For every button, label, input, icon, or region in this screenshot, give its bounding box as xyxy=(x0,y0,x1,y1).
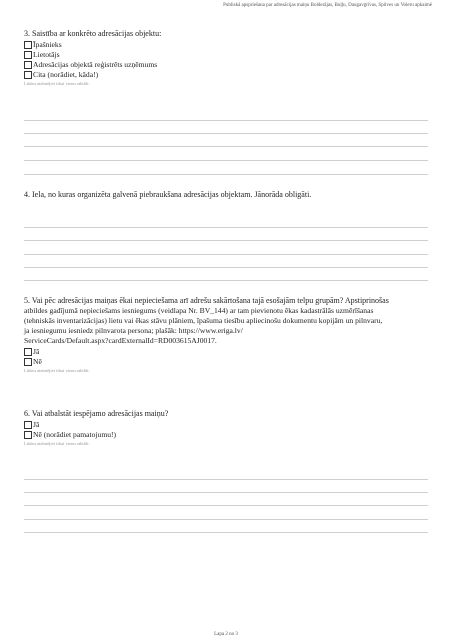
option-no[interactable] xyxy=(24,357,432,367)
option-label: Jā xyxy=(33,347,40,356)
question-5 xyxy=(24,296,432,374)
question-6-title: 6. Vai atbalstāt iespējamo adresācijas maiņu? xyxy=(24,409,169,418)
answer-line xyxy=(24,240,428,241)
checkbox[interactable] xyxy=(24,71,32,79)
question-5-options xyxy=(24,347,432,367)
question-6-hint: Lūdzu atzīmējiet tikai vienu atbildi. xyxy=(24,441,90,446)
option-label: Lietotājs xyxy=(33,50,60,59)
checkbox[interactable] xyxy=(24,358,32,366)
option-label: Cita (norādiet, kāda!) xyxy=(33,70,99,79)
answer-line xyxy=(24,267,428,268)
question-3 xyxy=(24,29,432,87)
option-owner[interactable] xyxy=(24,40,432,50)
option-other[interactable] xyxy=(24,70,432,80)
page-footer: Lapa 2 no 3 xyxy=(214,632,238,637)
question-3-hint: Lūdzu atzīmējiet tikai vienu atbildi. xyxy=(24,81,90,86)
answer-line xyxy=(24,280,428,281)
option-label: Nē (norādiet pamatojumu!) xyxy=(33,430,117,439)
answer-line xyxy=(24,254,428,255)
answer-line xyxy=(24,160,428,161)
checkbox[interactable] xyxy=(24,61,32,69)
checkbox[interactable] xyxy=(24,421,32,429)
checkbox[interactable] xyxy=(24,431,32,439)
answer-line xyxy=(24,133,428,134)
question-5-text-line: ServiceCards/Default.aspx?cardExternalId=RD003615AJ0017. xyxy=(24,336,217,345)
answer-line xyxy=(24,227,428,228)
answer-line xyxy=(24,532,428,533)
question-4-title: 4. Iela, no kuras organizēta galvenā piebraukšana adresācijas objektam. Jānorāda obligāti. xyxy=(24,190,312,199)
option-label: Adresācijas objektā reģistrēts uzņēmums xyxy=(33,60,158,69)
question-6 xyxy=(24,409,432,447)
option-user[interactable] xyxy=(24,50,432,60)
option-no-with-reason[interactable] xyxy=(24,430,432,440)
answer-line xyxy=(24,479,428,480)
question-3-options xyxy=(24,40,432,80)
checkbox[interactable] xyxy=(24,41,32,49)
checkbox[interactable] xyxy=(24,51,32,59)
option-label: Jā xyxy=(33,420,40,429)
question-5-title: 5. Vai pēc adresācijas maiņas ēkai nepieciešama arī adrešu sakārtošana tajā esošajām telpu grupām? Apstiprinošas xyxy=(24,296,389,305)
question-5-hint: Lūdzu atzīmējiet tikai vienu atbildi. xyxy=(24,368,90,373)
question-3-title: 3. Saistība ar konkrēto adresācijas objektu: xyxy=(24,29,162,38)
answer-line xyxy=(24,174,428,175)
option-label: Īpašnieks xyxy=(33,40,62,49)
option-label: Nē xyxy=(33,357,42,366)
checkbox[interactable] xyxy=(24,348,32,356)
answer-line xyxy=(24,120,428,121)
option-yes[interactable] xyxy=(24,420,432,430)
option-yes[interactable] xyxy=(24,347,432,357)
answer-line xyxy=(24,146,428,147)
option-company[interactable] xyxy=(24,60,432,70)
page-header: Publiskā apspriešana par adresācijas maiņu Bolderājas, Buļļu, Daugavgrīvas, Spilves un Voleru apkaimē xyxy=(223,3,432,8)
question-5-text-line: (tehniskās inventarizācijas) lietu vai ēkas stāvu plāniem, īpašuma tiesību apliecinošu dokumentu kopijām un pilnvaru, xyxy=(24,316,383,325)
question-4 xyxy=(24,190,432,200)
answer-line xyxy=(24,505,428,506)
answer-line xyxy=(24,492,428,493)
question-6-options xyxy=(24,420,432,440)
question-5-text-line: atbildes gadījumā nepieciešams iesniegums (veidlapa Nr. BV_144) ar tam pievienotu ēkas kadastrālās uzmērīšanas xyxy=(24,306,374,315)
answer-line xyxy=(24,519,428,520)
question-5-text-line: ja iesniegumu iesniedz pilnvarota persona; plašāk: https://www.eriga.lv/ xyxy=(24,326,243,335)
